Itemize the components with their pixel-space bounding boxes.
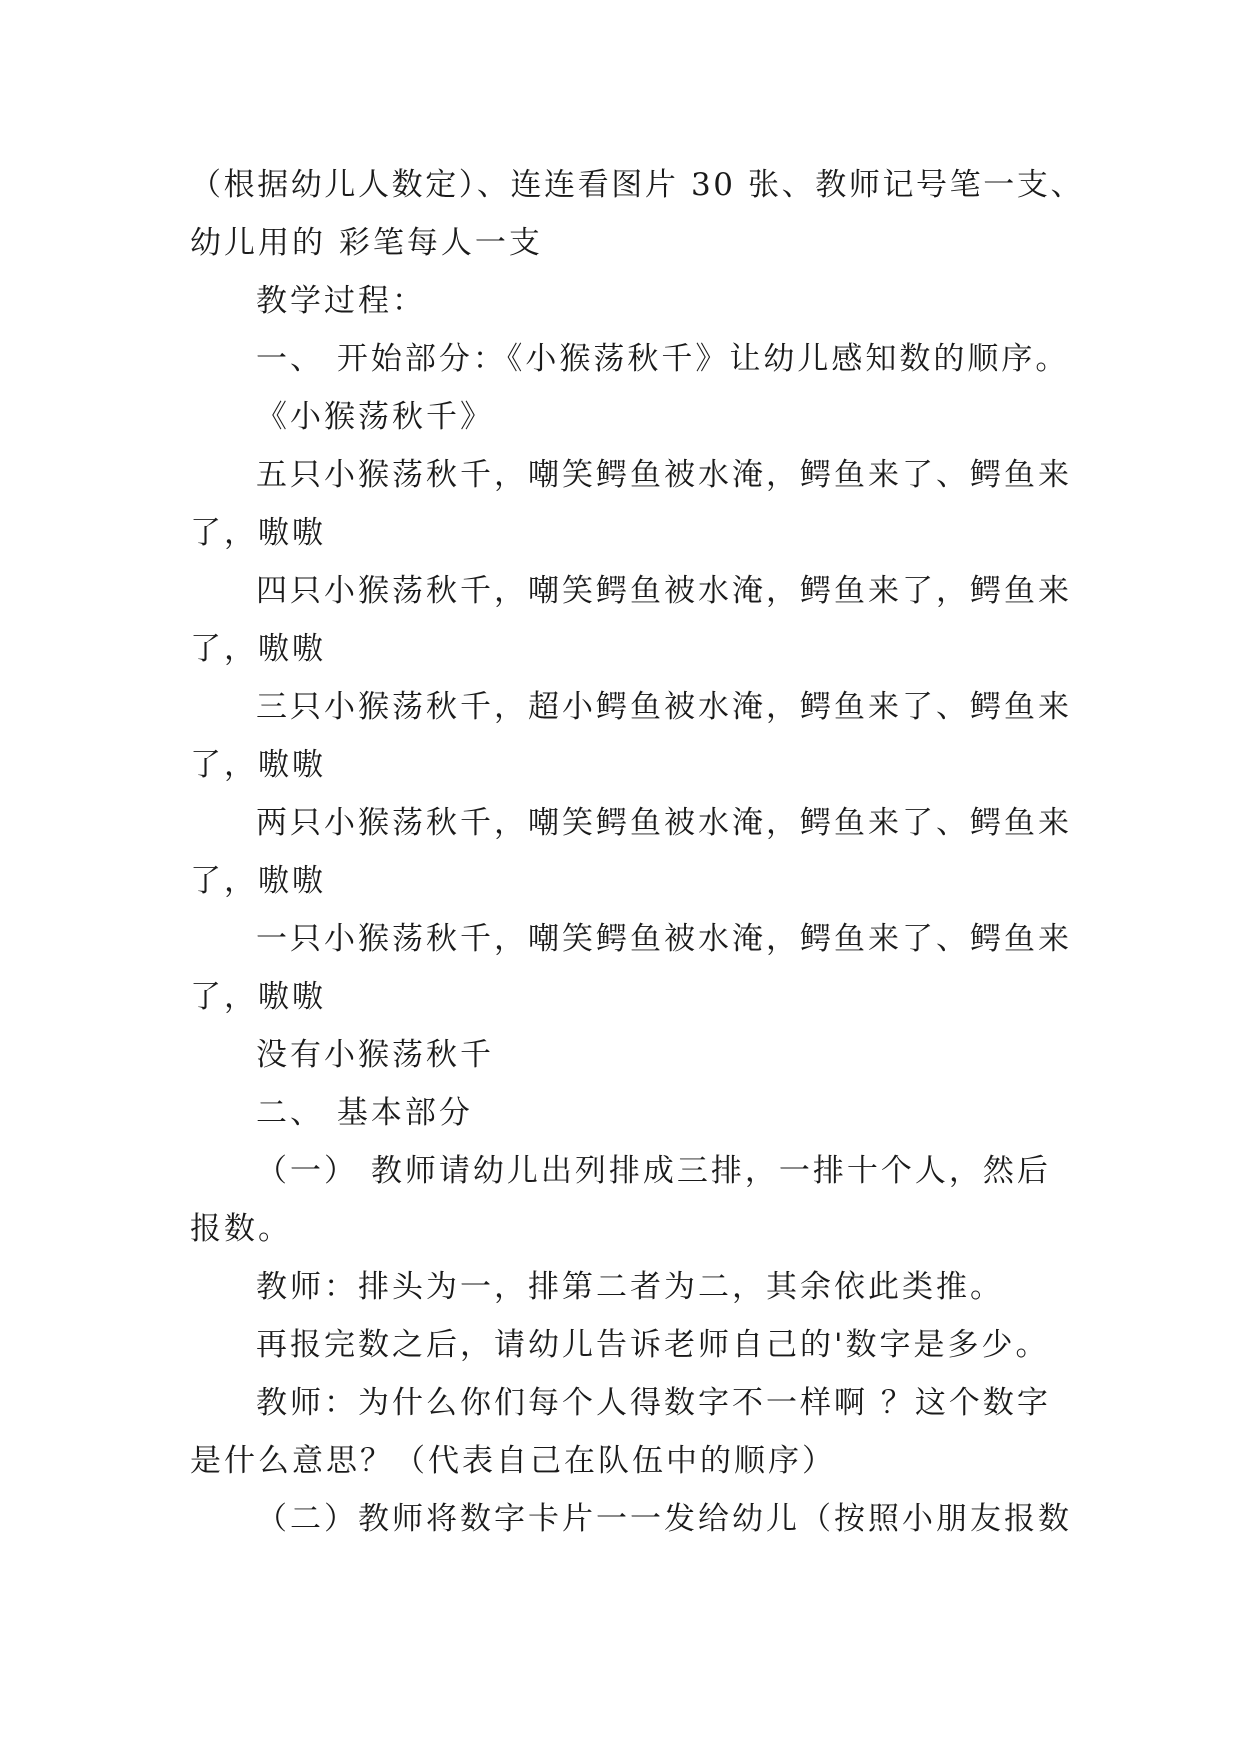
text-line: 再报完数之后，请幼儿告诉老师自己的'数字是多少。 bbox=[256, 1327, 1050, 1363]
text-line: 幼儿用的 彩笔每人一支 bbox=[190, 225, 543, 261]
text-line: （二）教师将数字卡片一一发给幼儿（按照小朋友报数 bbox=[256, 1501, 1072, 1537]
song-line: 五只小猴荡秋千，嘲笑鳄鱼被水淹，鳄鱼来了、鳄鱼来 bbox=[256, 457, 1072, 493]
song-line: 没有小猴荡秋千 bbox=[256, 1037, 494, 1073]
text-line: 报数。 bbox=[190, 1211, 292, 1247]
text-line: 是什么意思？（代表自己在队伍中的顺序） bbox=[190, 1443, 836, 1479]
song-line: 了，嗷嗷 bbox=[190, 863, 326, 899]
song-line: 一只小猴荡秋千，嘲笑鳄鱼被水淹，鳄鱼来了、鳄鱼来 bbox=[256, 921, 1072, 957]
song-line: 了，嗷嗷 bbox=[190, 747, 326, 783]
text-line: （一） 教师请幼儿出列排成三排，一排十个人，然后 bbox=[256, 1153, 1051, 1189]
section-heading: 教学过程： bbox=[256, 283, 426, 319]
song-title: 《小猴荡秋千》 bbox=[256, 399, 494, 435]
text-line: 教师：排头为一，排第二者为二，其余依此类推。 bbox=[256, 1269, 1004, 1305]
text-line: 教师：为什么你们每个人得数字不一样啊 ？这个数字 bbox=[256, 1385, 1051, 1421]
song-line: 四只小猴荡秋千，嘲笑鳄鱼被水淹，鳄鱼来了，鳄鱼来 bbox=[256, 573, 1072, 609]
song-line: 两只小猴荡秋千，嘲笑鳄鱼被水淹，鳄鱼来了、鳄鱼来 bbox=[256, 805, 1072, 841]
song-line: 了，嗷嗷 bbox=[190, 515, 326, 551]
text-line: （根据幼儿人数定）、连连看图片 30 张、教师记号笔一支、 bbox=[190, 167, 1085, 203]
song-line: 三只小猴荡秋千，超小鳄鱼被水淹，鳄鱼来了、鳄鱼来 bbox=[256, 689, 1072, 725]
song-line: 了，嗷嗷 bbox=[190, 979, 326, 1015]
song-line: 了，嗷嗷 bbox=[190, 631, 326, 667]
section-heading: 一、 开始部分：《小猴荡秋千》让幼儿感知数的顺序。 bbox=[256, 341, 1070, 377]
section-heading: 二、 基本部分 bbox=[256, 1095, 473, 1131]
